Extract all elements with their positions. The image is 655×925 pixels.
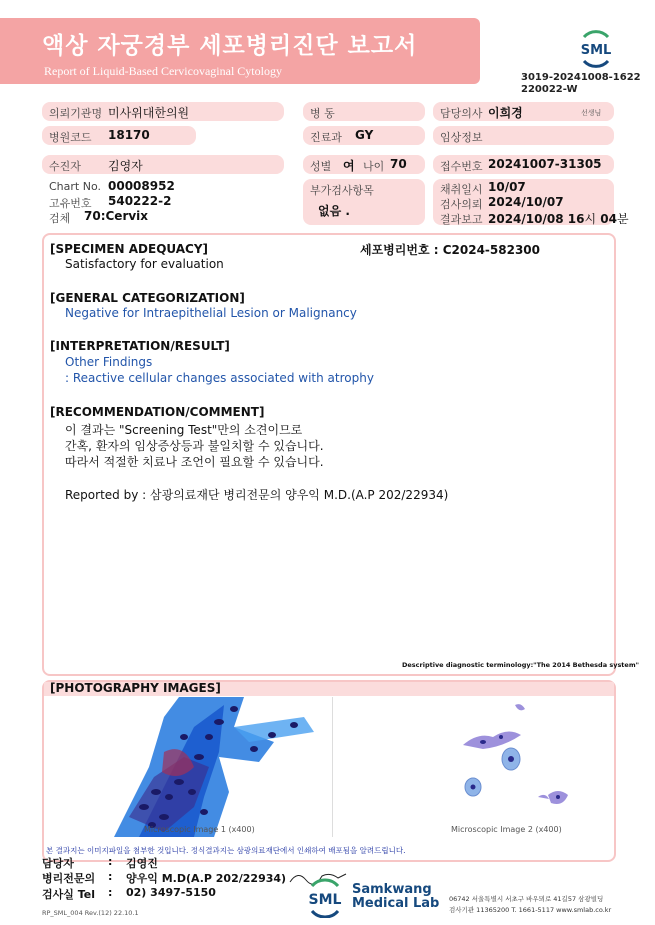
print-notice: 본 결과지는 이미지파일을 첨부한 것입니다. 정식결과지는 삼광의료재단에서 인쇄하여 배포됨을 알려드립니다. [46, 846, 406, 855]
report-subtitle: Report of Liquid-Based Cervicovaginal Cytology [44, 64, 282, 78]
specimen-value: 70:Cervix [84, 209, 149, 223]
recommendation-title: [RECOMMENDATION/COMMENT] [50, 405, 265, 419]
chart-value: 00008952 [108, 179, 175, 193]
pathologist-value: 양우익 M.D(A.P 202/22934) [126, 872, 287, 885]
category-text: Negative for Intraepithelial Lesion or Malignancy [65, 306, 357, 320]
collected-label: 채취일시 [440, 183, 483, 196]
patient-value: 김영자 [108, 159, 143, 173]
recommendation-line-2: 간혹, 환자의 임상증상등과 불일치할 수 있습니다. [65, 439, 324, 453]
sml-logo-icon [576, 29, 616, 69]
additional-value: 없음 . [318, 204, 350, 218]
form-number: RP_SML_004 Rev.(12) 22.10.1 [42, 909, 139, 917]
samkwang-logo-icon [303, 878, 347, 918]
cytology-number: 세포병리번호 : C2024-582300 [360, 243, 541, 257]
ward-label: 병 동 [310, 107, 335, 120]
hospital-code-value: 18170 [108, 128, 150, 142]
recommendation-line-3: 따라서 적절한 치료나 조언이 필요할 수 있습니다. [65, 455, 324, 469]
age-label: 나이 [363, 160, 385, 173]
interpretation-title: [INTERPRETATION/RESULT] [50, 339, 230, 353]
lab-tel-value: 02) 3497-5150 [126, 886, 216, 899]
document-code: 3019-20241008-1622 220022-W [521, 72, 641, 95]
department-value: GY [355, 128, 374, 142]
specimen-label: 검체 [49, 212, 71, 225]
unique-value: 540222-2 [108, 194, 172, 208]
reported-value: 2024/10/08 16시 04분 [488, 212, 629, 226]
brand-name: Samkwang Medical Lab [352, 882, 440, 911]
receipt-label: 접수번호 [440, 160, 483, 173]
receipt-value: 20241007-31305 [488, 157, 602, 171]
lab-tel-label: 검사실 Tel [42, 888, 95, 901]
interpretation-line-1: Other Findings [65, 355, 153, 369]
caption-2: Microscopic Image 2 (x400) [451, 825, 562, 834]
department-label: 진료과 [310, 131, 342, 144]
lab-registry: 검사기관 11365200 T. 1661-5117 www.smlab.co.kr [449, 906, 612, 914]
patient-label: 수진자 [49, 160, 81, 173]
pathologist-label: 병리전문의 [42, 872, 96, 885]
category-title: [GENERAL CATEGORIZATION] [50, 291, 245, 305]
age-value: 70 [390, 157, 407, 171]
adequacy-text: Satisfactory for evaluation [65, 257, 224, 271]
clinical-info-label: 임상정보 [440, 131, 483, 144]
photo-title: [PHOTOGRAPHY IMAGES] [50, 681, 221, 695]
sex-value: 여 [343, 159, 355, 173]
manager-colon: : [108, 855, 113, 868]
doctor-suffix: 선생님 [581, 109, 602, 117]
institution-label: 의뢰기관명 [49, 107, 103, 120]
reported-by: Reported by : 삼광의료재단 병리전문의 양우익 M.D.(A.P 202/22934) [65, 488, 449, 502]
manager-label: 담당자 [42, 857, 74, 870]
adequacy-title: [SPECIMEN ADEQUACY] [50, 242, 209, 256]
hospital-code-label: 병원코드 [49, 131, 92, 144]
doctor-value: 이희경 [488, 106, 523, 120]
requested-value: 2024/10/07 [488, 195, 564, 209]
pathologist-colon: : [108, 870, 113, 883]
report-title: 액상 자궁경부 세포병리진단 보고서 [42, 33, 418, 59]
institution-value: 미사위대한의원 [108, 106, 190, 120]
caption-1: Microscopic Image 1 (x400) [144, 825, 255, 834]
logo-text: SML [580, 43, 612, 58]
chart-label: Chart No. [49, 180, 101, 193]
bethesda-note: Descriptive diagnostic terminology:"The 2014 Bethesda system" [402, 661, 639, 669]
svg-text:SML: SML [308, 892, 342, 908]
microscopic-image-2 [332, 697, 614, 837]
microscopic-image-1 [44, 697, 328, 837]
additional-label: 부가검사항목 [310, 184, 374, 197]
manager-value: 김영진 [126, 857, 158, 870]
unique-label: 고유번호 [49, 197, 92, 210]
sex-label: 성별 [310, 160, 332, 173]
lab-tel-colon: : [108, 886, 113, 899]
reported-label: 결과보고 [440, 213, 483, 226]
doctor-label: 담당의사 [440, 107, 483, 120]
requested-label: 검사의뢰 [440, 198, 483, 211]
title-banner [0, 18, 480, 84]
interpretation-line-2: : Reactive cellular changes associated with atrophy [65, 371, 374, 385]
lab-address: 06742 서울특별시 서초구 바우뫼로 41길57 삼광빌딩 [449, 895, 604, 903]
collected-value: 10/07 [488, 180, 526, 194]
recommendation-line-1: 이 결과는 "Screening Test"만의 소견이므로 [65, 423, 303, 437]
